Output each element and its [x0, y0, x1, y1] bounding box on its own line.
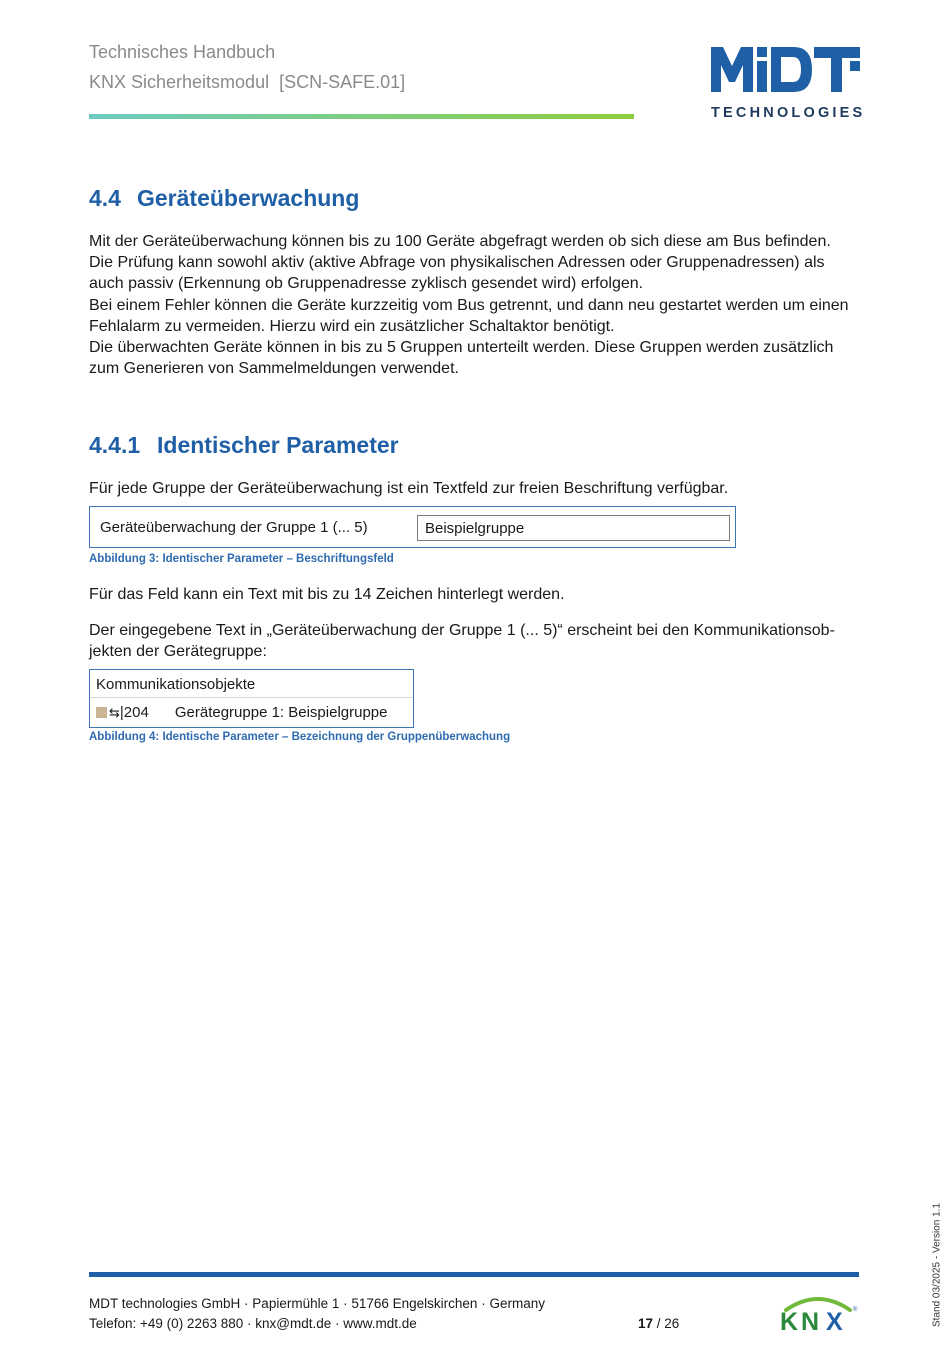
svg-text:X: X	[826, 1308, 843, 1332]
table-divider	[90, 697, 413, 698]
paragraph-line: auch passiv (Erkennung ob Gruppenadresse zyklisch gesendet wird) erfolgen.	[89, 275, 644, 293]
figure-caption: Abbildung 4: Identische Parameter – Bezeichnung der Gruppenüberwachung	[89, 731, 511, 743]
section-title: Identischer Parameter	[157, 432, 399, 458]
object-name: Gerätegruppe 1: Beispielgruppe	[174, 704, 388, 721]
svg-text:K: K	[780, 1308, 799, 1332]
paragraph-line: Die überwachten Geräte können in bis zu 5 Gruppen unterteilt werden. Diese Gruppen werden zusätzlich	[89, 339, 834, 357]
section-number: 4.4.1	[89, 432, 141, 458]
object-color-icon	[96, 707, 107, 718]
char-limit-text: Für das Feld kann ein Text mit bis zu 14 Zeichen hinterlegt werden.	[89, 586, 565, 603]
ko-intro-text	[89, 620, 864, 662]
page-current: 17	[638, 1316, 654, 1331]
footer-contact: Telefon: +49 (0) 2263 880 · knx@mdt.de · www.mdt.de	[89, 1316, 417, 1331]
parameter-label: Geräteüberwachung der Gruppe 1 (... 5)	[100, 519, 368, 536]
communication-objects-table	[89, 669, 414, 728]
svg-text:N: N	[801, 1308, 820, 1332]
table-row[interactable]	[96, 704, 388, 721]
header-gradient-bar	[89, 114, 634, 119]
page-total: 26	[664, 1316, 680, 1331]
figure-caption: Abbildung 3: Identischer Parameter – Beschriftungsfeld	[89, 553, 394, 565]
mdt-logo-subtext: TECHNOLOGIES	[711, 105, 866, 121]
header-manual-title: Technisches Handbuch	[89, 42, 276, 62]
knx-logo	[778, 1294, 860, 1332]
group-name-input[interactable]: Beispielgruppe	[417, 515, 730, 541]
paragraph-line: Die Prüfung kann sowohl aktiv (aktive Abfrage von physikalischen Adressen oder Gruppenadressen) als	[89, 254, 825, 272]
section-number: 4.4	[89, 185, 121, 211]
paragraph-line: zum Generieren von Sammelmeldungen verwendet.	[89, 360, 459, 378]
paragraph-line: Mit der Geräteüberwachung können bis zu 100 Geräte abgefragt werden ob sich diese am Bus befinden.	[89, 233, 831, 250]
table-header: Kommunikationsobjekte	[96, 676, 256, 693]
section-paragraph	[89, 231, 864, 379]
bidirectional-arrows-icon: ⇆	[109, 706, 120, 721]
paragraph-line: Fehlalarm zu vermeiden. Hierzu wird ein zusätzlicher Schaltaktor benötigt.	[89, 317, 615, 335]
header-product	[89, 72, 405, 93]
paragraph-line: Bei einem Fehler können die Geräte kurzzeitig vom Bus getrennt, und dann neu gestartet werden um einen	[89, 296, 849, 314]
version-note: Stand 03/2025 - Version 1.1	[931, 1203, 943, 1327]
header-product-code: [SCN-SAFE.01]	[279, 72, 406, 92]
section-heading-4-4	[89, 185, 359, 212]
object-number: |204	[119, 704, 149, 721]
paragraph-line: jekten der Gerätegruppe:	[89, 643, 267, 661]
paragraph-line: Der eingegebene Text in „Geräteüberwachung der Gruppe 1 (... 5)“ erscheint bei den Kommunikationsob-	[89, 622, 835, 639]
footer-bar	[89, 1272, 859, 1277]
svg-text:®: ®	[853, 1307, 858, 1313]
page-number	[638, 1316, 679, 1331]
page-separator: /	[653, 1316, 665, 1331]
section-heading-4-4-1	[89, 432, 399, 459]
footer-address: MDT technologies GmbH · Papiermühle 1 · 51766 Engelskirchen · Germany	[89, 1296, 545, 1311]
intro-text: Für jede Gruppe der Geräteüberwachung ist ein Textfeld zur freien Beschriftung verfügbar.	[89, 480, 729, 497]
section-title: Geräteüberwachung	[137, 185, 360, 211]
header-product-name: KNX Sicherheitsmodul	[89, 72, 270, 92]
parameter-screenshot	[89, 506, 736, 548]
